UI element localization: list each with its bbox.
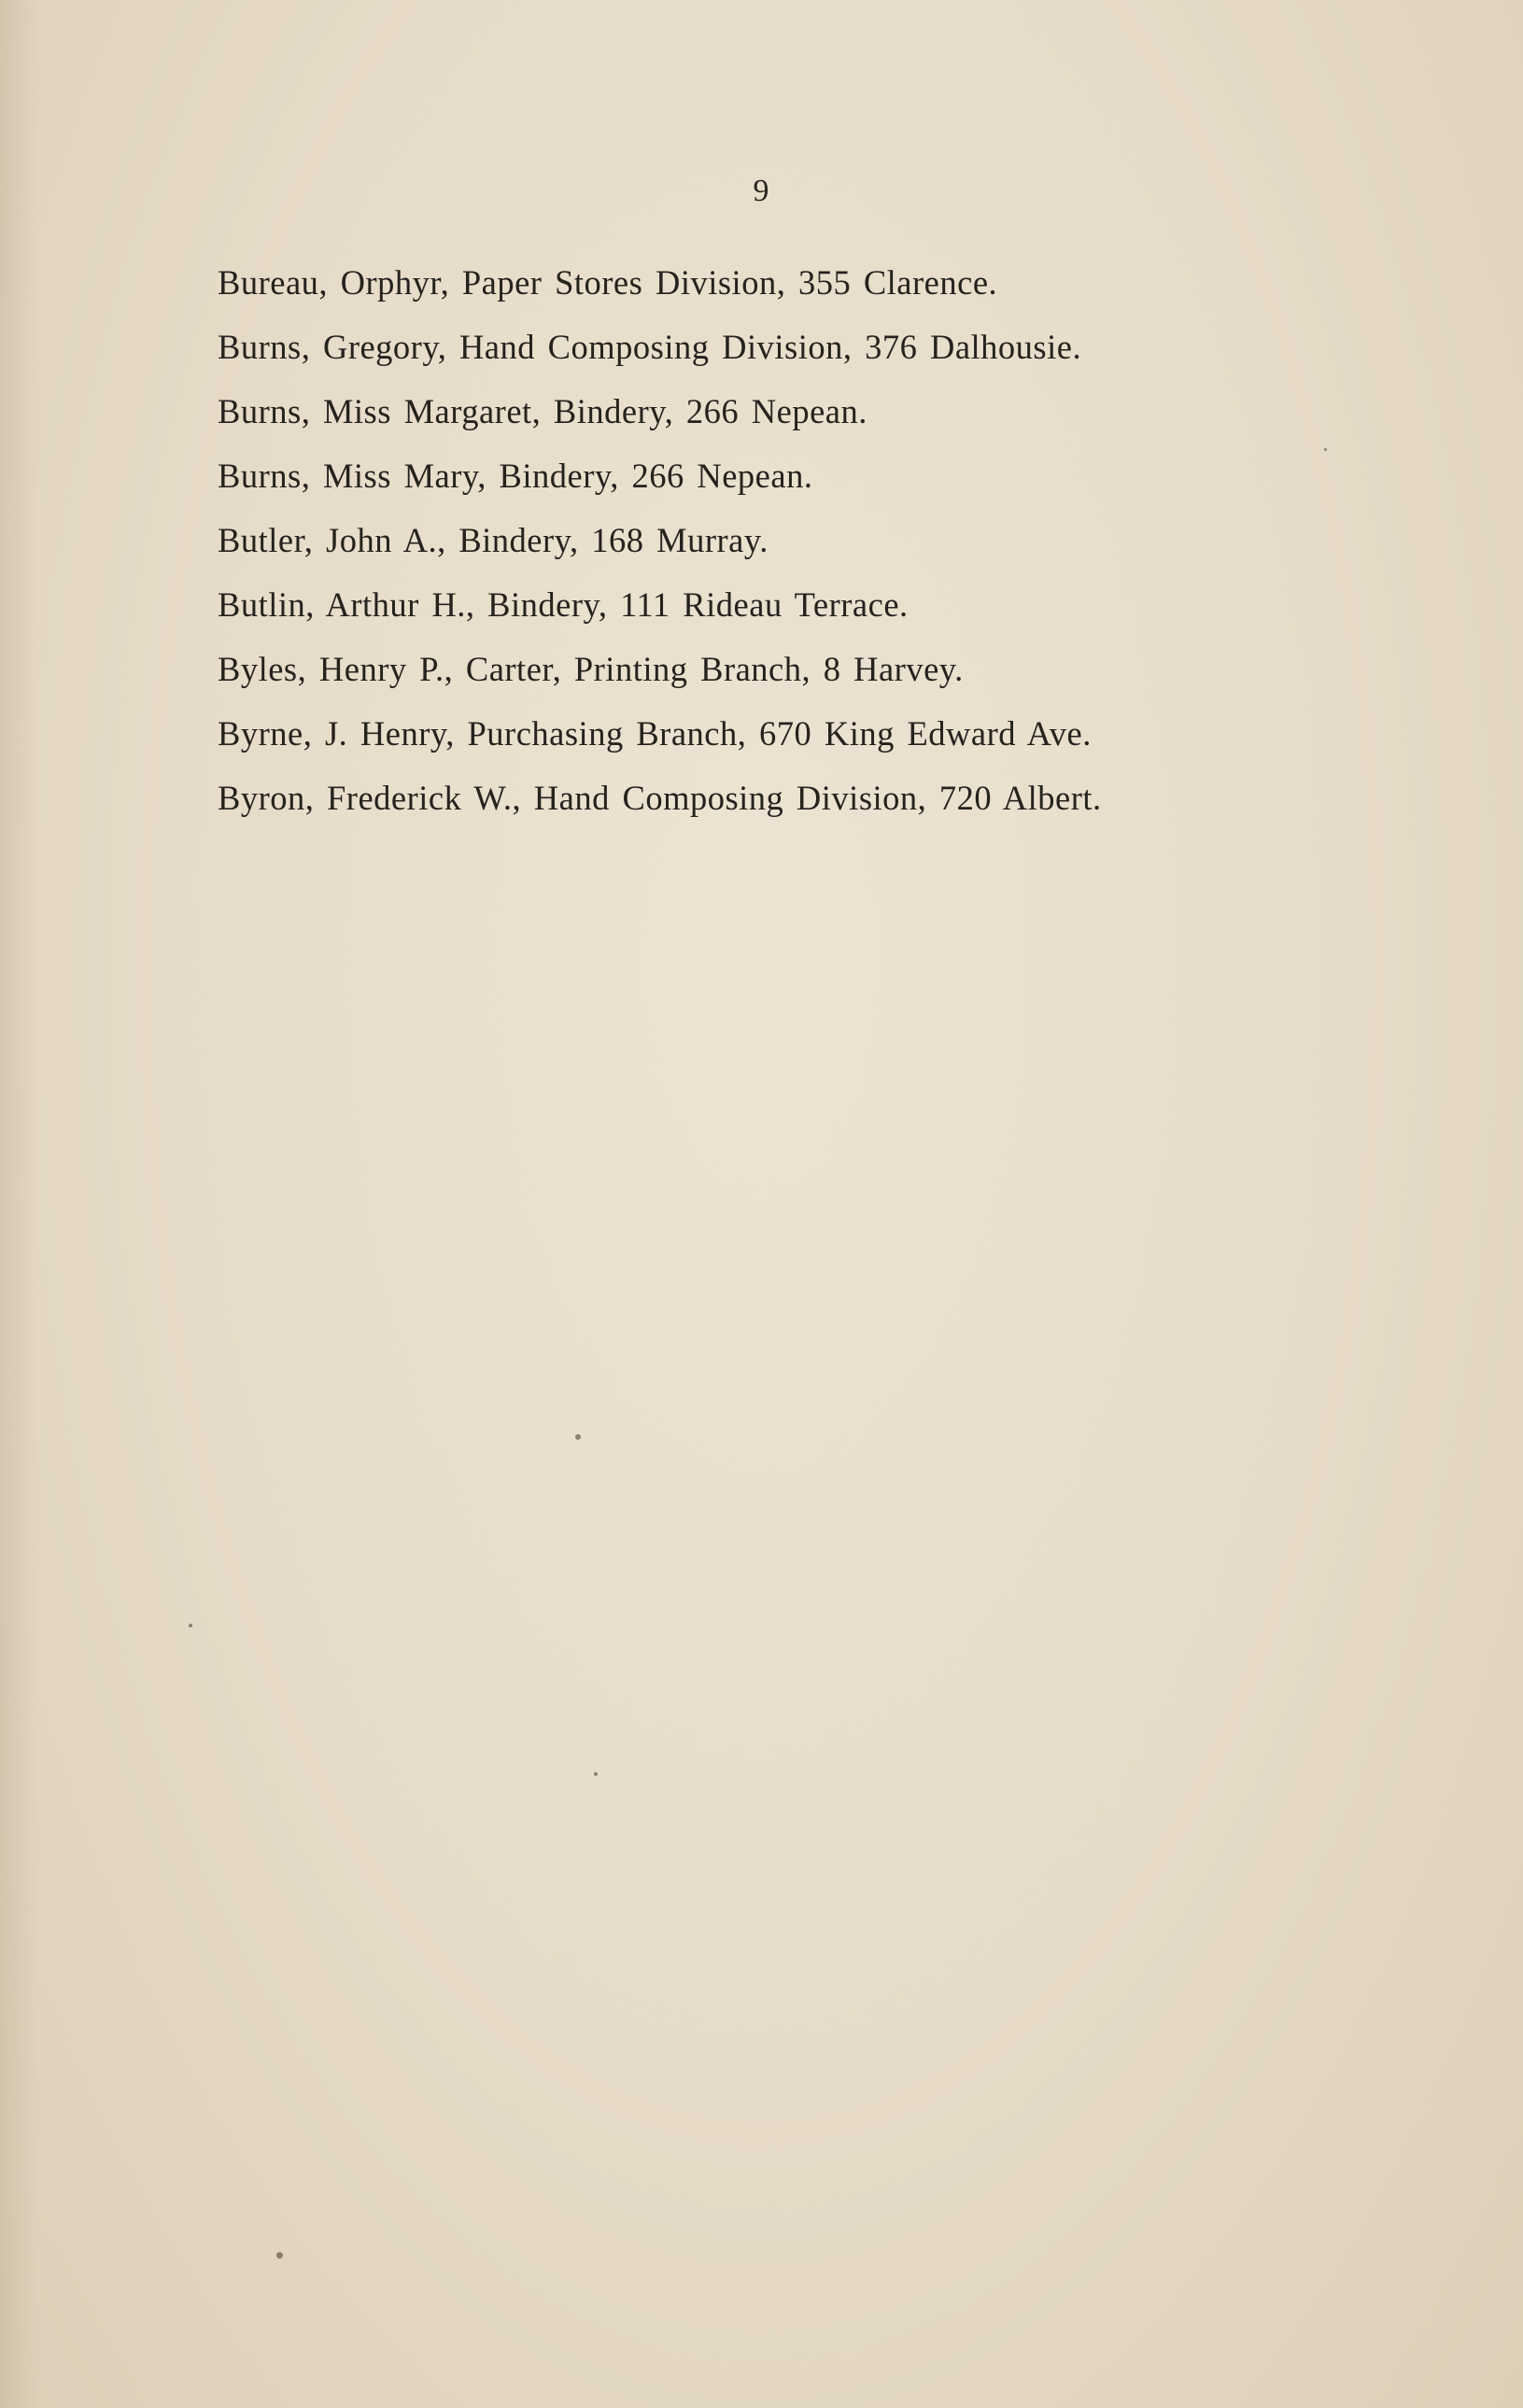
paper-speck bbox=[594, 1772, 598, 1776]
directory-entry: Byron, Frederick W., Hand Composing Division, 720 Albert. bbox=[218, 779, 1102, 817]
directory-entry: Burns, Miss Mary, Bindery, 266 Nepean. bbox=[218, 457, 813, 495]
directory-entry: Butlin, Arthur H., Bindery, 111 Rideau Terrace. bbox=[218, 585, 909, 624]
directory-entry-list bbox=[218, 250, 1385, 830]
paper-speck bbox=[1324, 448, 1327, 451]
directory-entry: Byles, Henry P., Carter, Printing Branch, 8 Harvey. bbox=[218, 650, 964, 688]
directory-entry: Burns, Gregory, Hand Composing Division, 376 Dalhousie. bbox=[218, 328, 1082, 366]
directory-entry: Bureau, Orphyr, Paper Stores Division, 355 Clarence. bbox=[218, 263, 998, 302]
page-number: 9 bbox=[753, 174, 770, 208]
directory-entry: Byrne, J. Henry, Purchasing Branch, 670 King Edward Ave. bbox=[218, 714, 1092, 753]
directory-entry: Butler, John A., Bindery, 168 Murray. bbox=[218, 521, 769, 559]
paper-speck bbox=[276, 2252, 283, 2259]
paper-speck bbox=[189, 1624, 192, 1627]
page-edge-shadow bbox=[0, 0, 37, 2408]
paper-speck bbox=[575, 1434, 581, 1440]
directory-entry: Burns, Miss Margaret, Bindery, 266 Nepean. bbox=[218, 392, 867, 430]
